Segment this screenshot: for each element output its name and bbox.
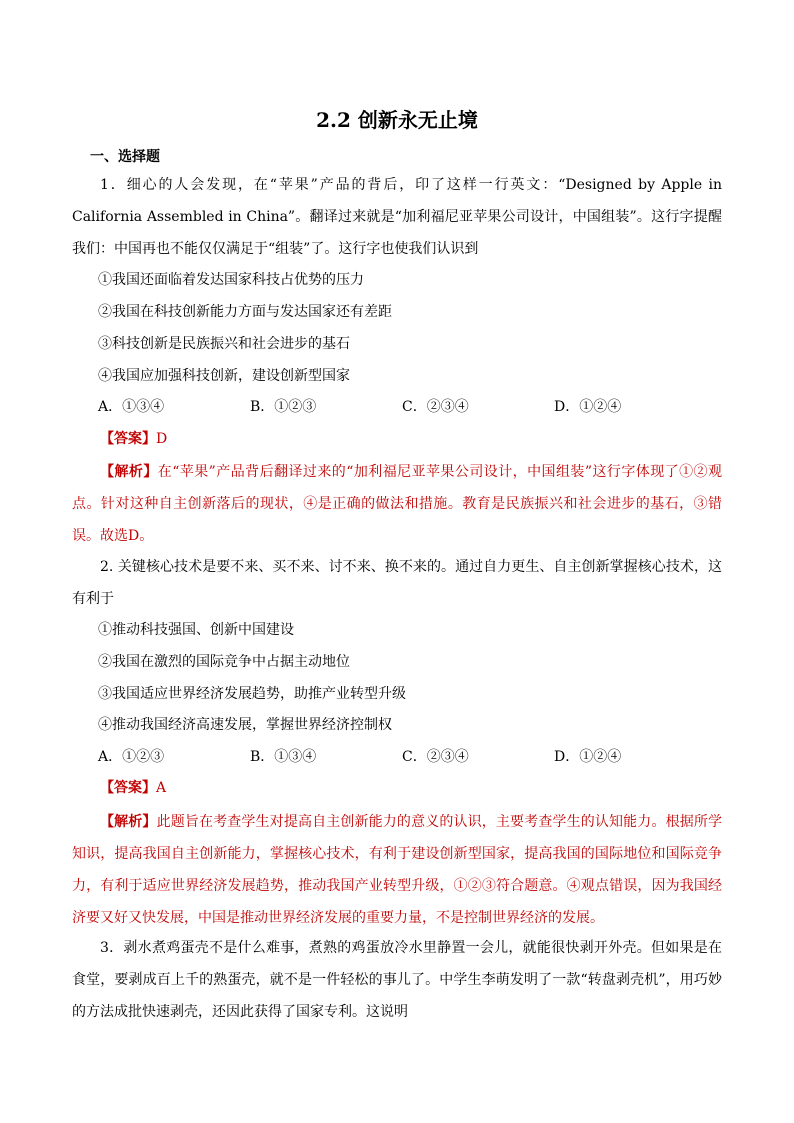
q2-choice-d: D．①②④ (554, 749, 622, 765)
analysis-text: 此题旨在考查学生对提高自主创新能力的意义的认识，主要考查学生的认知能力。根据所学知识，提高我国自主创新能力，掌握核心技术，有利于建设创新型国家，提高我国的国际地位和国际竞争力，有利于适应世界经济发展趋势，推动我国产业转型升级，①②③符合题意。④观点错误，因为我国经济要又好又快发展，中国是推动世界经济发展的重要力量，不是控制世界经济的发展。 (72, 814, 723, 926)
q2-choice-a: A．①②③ (98, 749, 165, 765)
section-heading: 一、选择题 (90, 149, 160, 165)
q1-option-1: ①我国还面临着发达国家科技占优势的压力 (98, 272, 364, 288)
q1-option-2: ②我国在科技创新能力方面与发达国家还有差距 (98, 304, 392, 320)
answer-value: D (156, 431, 168, 447)
analysis-tag: 【解析】 (100, 814, 157, 830)
q2-choice-c: C．②③④ (402, 749, 469, 765)
answer-value: A (156, 780, 167, 796)
question-3-stem: 3．剥水煮鸡蛋壳不是什么难事，煮熟的鸡蛋放冷水里静置一会儿，就能很快剥开外壳。但如果是在食堂，要剥成百上千的熟蛋壳，就不是一件轻松的事儿了。中学生李萌发明了一款“转盘剥壳机”，用巧妙的方法成批快速剥壳，还因此获得了国家专利。这说明 (72, 940, 722, 1020)
q1-answer (72, 429, 167, 449)
q1-choice-c: C．②③④ (402, 399, 469, 415)
analysis-tag: 【解析】 (100, 464, 158, 480)
q2-option-4: ④推动我国经济高速发展，掌握世界经济控制权 (98, 717, 392, 733)
q1-choice-b: B．①②③ (250, 399, 317, 415)
q1-choices (98, 397, 718, 417)
q1-option-3: ③科技创新是民族振兴和社会进步的基石 (98, 336, 350, 352)
q2-choices (98, 747, 718, 767)
q1-choice-a: A．①③④ (98, 399, 165, 415)
answer-tag: 【答案】 (100, 431, 156, 447)
q1-option-4: ④我国应加强科技创新，建设创新型国家 (98, 368, 350, 384)
q2-answer (72, 778, 166, 798)
q2-analysis (72, 806, 722, 934)
analysis-text: 在“苹果”产品背后翻译过来的“加利福尼亚苹果公司设计，中国组装”这行字体现了①②观点。针对这种自主创新落后的现状，④是正确的做法和措施。教育是民族振兴和社会进步的基石，③错误。故选D。 (72, 464, 722, 544)
q2-option-3: ③我国适应世界经济发展趋势，助推产业转型升级 (98, 686, 406, 702)
page-title: 2.2 创新永无止境 (316, 108, 478, 132)
q2-option-1: ①推动科技强国、创新中国建设 (98, 622, 294, 638)
question-1-stem: 1．细心的人会发现，在“苹果”产品的背后，印了这样一行英文：“Designed by Apple in California Assembled in China”。翻译过来就是“加利福尼亚苹果公司设计，中国组装”。这行字提醒我们：中国再也不能仅仅满足于“组装”了。这行字也使我们认识到 (72, 177, 722, 257)
q2-choice-b: B．①③④ (250, 749, 317, 765)
q1-choice-d: D．①②④ (554, 399, 622, 415)
q1-analysis (72, 456, 722, 552)
answer-tag: 【答案】 (100, 780, 156, 796)
question-2-stem: 2. 关键核心技术是要不来、买不来、讨不来、换不来的。通过自力更生、自主创新掌握核心技术，这有利于 (72, 559, 722, 607)
q2-option-2: ②我国在激烈的国际竞争中占据主动地位 (98, 654, 350, 670)
